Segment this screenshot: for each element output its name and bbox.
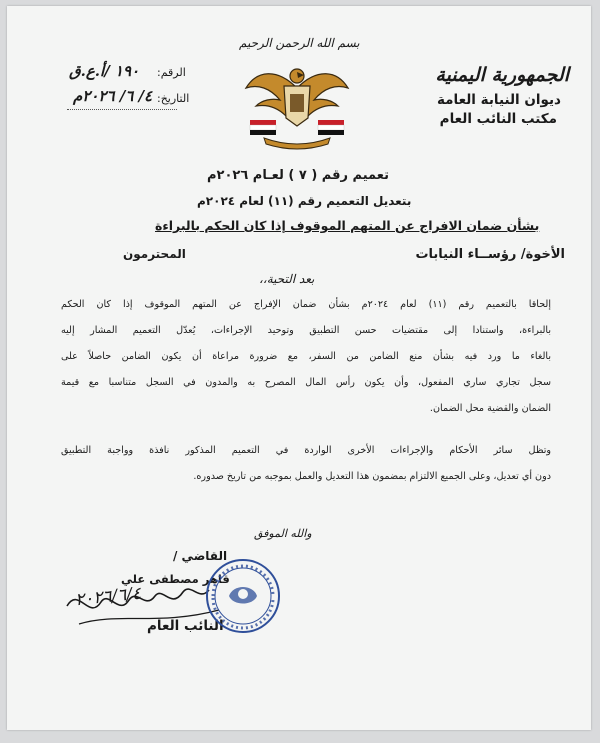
header-office: ديوان النيابة العامة	[437, 92, 561, 108]
official-stamp-icon	[203, 556, 283, 636]
yemen-emblem-icon	[242, 58, 352, 150]
body-line: وتظل سائر الأحكام والإجراءات الأخرى الواردة في التعميم المذكور نافذة وواجبة التطبيق	[61, 445, 551, 456]
handwritten-date: ٢٠٢٦/٦/٤	[74, 583, 143, 611]
header-country: الجمهورية اليمنية	[435, 64, 569, 86]
body-paragraph-1	[61, 292, 551, 422]
date-value: ٤/ ٦/ ٢٠٢٦م	[73, 87, 153, 105]
body-line: بالبراءة، واستنادا إلى مقتضيات حسن التطبيق وتوحيد الإجراءات، يُعدّل التعميم المشار إليه	[61, 325, 551, 336]
header-department: مكتب النائب العام	[439, 111, 557, 127]
date-underline	[67, 109, 177, 110]
circular-subtitle: بتعديل التعميم رقم (١١) لعام ٢٠٢٤م	[197, 194, 412, 208]
body-line: الضمان والقضية محل الضمان.	[429, 403, 551, 414]
reference-value: ١٩٠ /أ.ع.ق	[69, 62, 140, 80]
body-line: دون أي تعديل، وعلى الجميع الالتزام بمضمون هذا التعديل والعمل بموجبه من تاريخ صدوره.	[193, 471, 551, 482]
signatory-name: قاهر مصطفى علي	[121, 572, 230, 586]
addressee: الأخوة/ رؤســاء النيابات	[415, 247, 565, 262]
closing: والله الموفق	[254, 527, 312, 540]
body-paragraph-2	[61, 438, 551, 490]
basmala: بسم الله الرحمن الرحيم	[239, 36, 360, 50]
greeting: بعد التحية،،	[259, 272, 315, 286]
signatory-position: النائب العام	[147, 618, 224, 634]
circular-title: تعميم رقم ( ٧ ) لعـام ٢٠٢٦م	[207, 168, 389, 183]
reference-label: الرقم:	[157, 66, 186, 79]
date-label: التاريخ:	[157, 92, 190, 105]
circular-subject: بشأن ضمان الافراج عن المتهم الموقوف إذا كان الحكم بالبراءة	[155, 218, 540, 233]
body-line: إلحاقا بالتعميم رقم (١١) لعام ٢٠٢٤م بشأن ضمان الإفراج عن المتهم الموقوف إذا كان الحكم	[61, 299, 551, 310]
body-line: سجل تجاري ساري المفعول، وأن يكون رأس المال المصرح به والمدون في السجل متناسبا مع قيمة	[61, 377, 551, 388]
signatory-title: القاضي /	[173, 549, 228, 563]
document-page	[7, 6, 591, 730]
body-line: بالغاء ما ورد فيه بشأن منع الضامن من السفر، مع ضرورة مراعاة أن يكون الضامن حاصلاً على	[61, 351, 551, 362]
honorific: المحترمون	[123, 247, 186, 261]
